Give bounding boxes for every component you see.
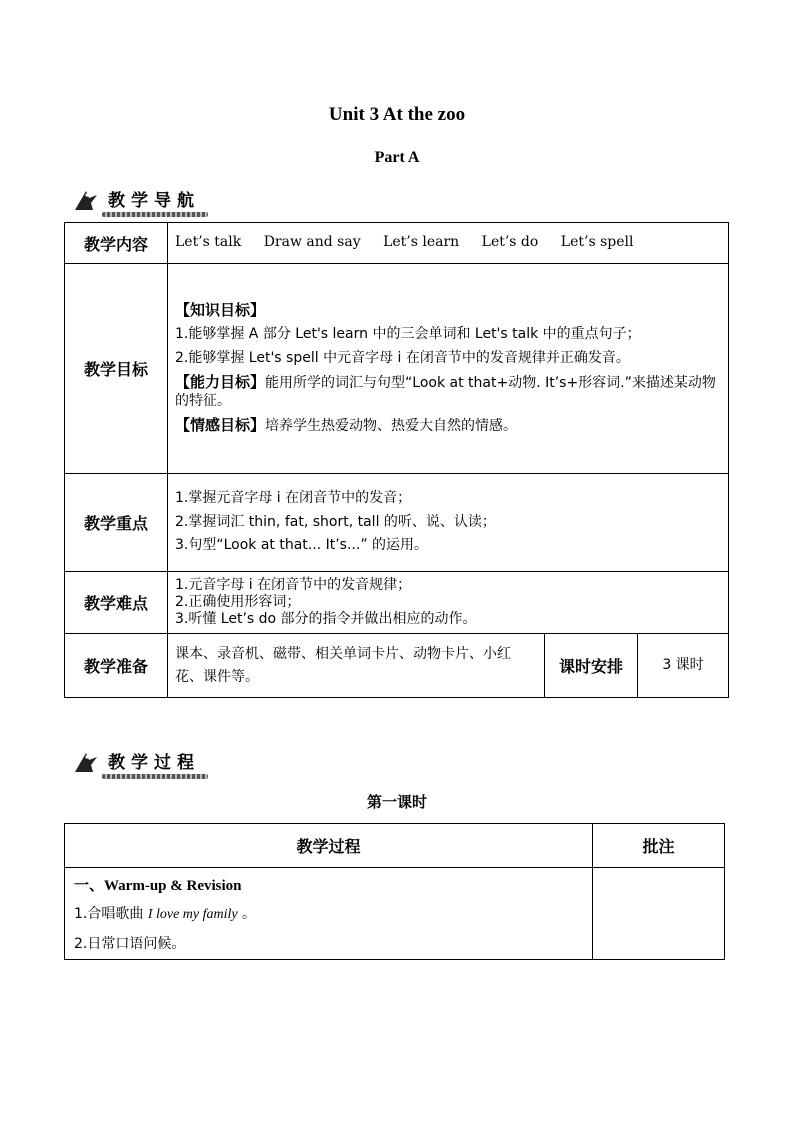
preparation-text: 课本、录音机、磁带、相关单词卡片、动物卡片、小红花、课件等。: [168, 634, 545, 698]
key-point: 3.句型“Look at that... It’s...” 的运用。: [175, 537, 429, 554]
content-item: Let’s talk: [175, 234, 242, 251]
step-1-suffix: 。: [237, 906, 257, 922]
teaching-process-table: [64, 823, 725, 960]
key-point: 2.掌握词汇 thin, fat, short, tall 的听、说、认读；: [175, 513, 496, 530]
content-item: Let’s spell: [560, 234, 634, 251]
difficulties-label: 教学难点: [65, 572, 168, 634]
step-1: [74, 903, 583, 923]
goals-label: 教学目标: [65, 264, 168, 474]
content-row: [65, 223, 729, 264]
page-subtitle: Part A: [374, 149, 420, 166]
schedule-value: 3 课时: [638, 634, 729, 698]
preparation-row: [65, 634, 729, 698]
knowledge-goal-heading: 【知识目标】: [175, 301, 266, 320]
goals-cell: [168, 264, 729, 474]
section-title: 一、Warm-up & Revision: [74, 878, 242, 894]
lesson-title: 第一课时: [366, 793, 427, 811]
bird-icon: [72, 748, 100, 776]
goals-row: [65, 264, 729, 474]
content-items: [168, 223, 729, 264]
step-1-prefix: 1.合唱歌曲: [74, 906, 148, 922]
difficulties-cell: [168, 572, 729, 634]
teaching-process-banner: [72, 746, 208, 776]
teaching-nav-banner: [72, 184, 208, 214]
difficulty-item: 1.元音字母 i 在闭音节中的发音规律；: [175, 577, 412, 594]
emotion-goal-text: 培养学生热爱动物、热爱大自然的情感。: [265, 418, 518, 435]
difficulty-item: 2.正确使用形容词；: [175, 594, 301, 611]
lesson-info-table: [64, 222, 729, 698]
emotion-goal-heading: 【情感目标】: [175, 416, 266, 435]
key-points-row: [65, 474, 729, 572]
process-step-cell: [65, 868, 593, 960]
key-points-label: 教学重点: [65, 474, 168, 572]
difficulties-row: [65, 572, 729, 634]
notes-cell[interactable]: [593, 868, 725, 960]
process-row: [65, 868, 725, 960]
process-header-row: [65, 824, 725, 868]
content-item: Let’s learn: [383, 234, 460, 251]
content-item: Let’s do: [481, 234, 539, 251]
ability-goal: [175, 373, 721, 410]
banner-nav-text: 教学导航: [108, 191, 200, 211]
content-item: Draw and say: [263, 234, 361, 251]
knowledge-goal-2: 2.能够掌握 Let's spell 中元音字母 i 在闭音节中的发音规律并正确发音。: [175, 349, 630, 366]
preparation-label: 教学准备: [65, 634, 168, 698]
schedule-label: 课时安排: [545, 634, 638, 698]
content-label: 教学内容: [65, 223, 168, 264]
song-title: I love my family: [147, 907, 238, 922]
key-point: 1.掌握元音字母 i 在闭音节中的发音；: [175, 490, 412, 507]
ability-goal-heading: 【能力目标】: [175, 373, 266, 392]
banner-process-text: 教学过程: [108, 753, 200, 773]
process-column-header: 教学过程: [65, 824, 593, 868]
knowledge-goal-1: 1.能够掌握 A 部分 Let's learn 中的三会单词和 Let's talk 中的重点句子；: [175, 326, 641, 343]
bird-icon: [72, 186, 100, 214]
key-points-cell: [168, 474, 729, 572]
step-2: 2.日常口语问候。: [74, 936, 186, 952]
notes-column-header: 批注: [593, 824, 725, 868]
emotion-goal: [175, 416, 721, 436]
ability-goal-text: 能用所学的词汇与句型“Look at that+动物. It’s+形容词.”来描述某动物的特征。: [175, 375, 716, 409]
page-title: Unit 3 At the zoo: [328, 104, 466, 125]
difficulty-item: 3.听懂 Let’s do 部分的指令并做出相应的动作。: [175, 610, 477, 627]
